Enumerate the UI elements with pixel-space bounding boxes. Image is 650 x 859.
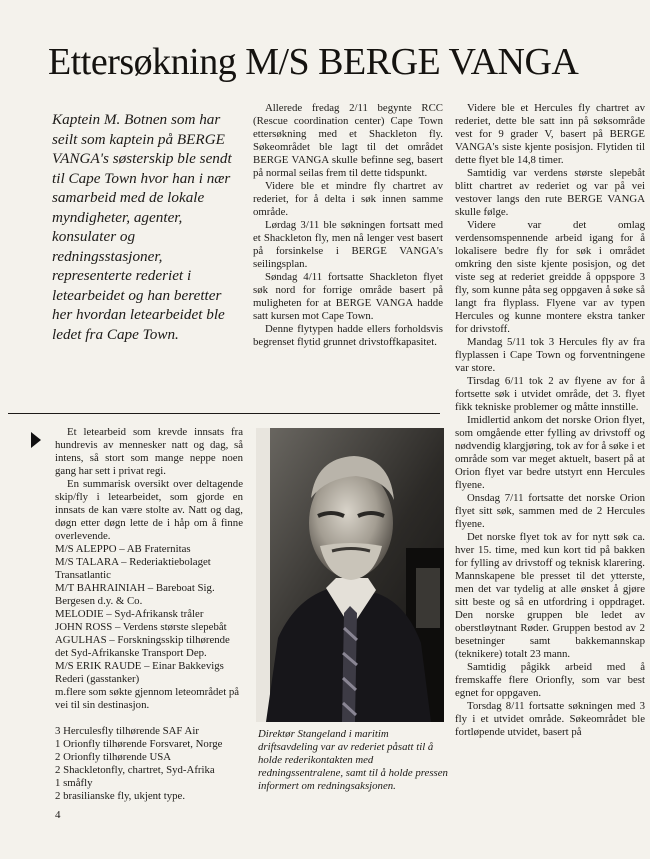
col3-paragraph: Mandag 5/11 tok 3 Hercules fly av fra flyplassen i Cape Town og forventningene var store. bbox=[455, 336, 645, 374]
ship-list-item: M/S TALARA – Rederiaktiebolaget Transatlantic bbox=[55, 556, 211, 581]
col3-paragraph: Samtidig var verdens største slepebåt blitt chartret av rederiet og var på vei vestover langs den rute BERGE VANGA skulle følge. bbox=[455, 167, 645, 218]
col2-paragraph: Denne flytypen hadde ellers forholdsvis begrenset flytid grunnet drivstoffkapasitet. bbox=[253, 323, 443, 348]
col3-paragraph: Tirsdag 6/11 tok 2 av flyene av for å fortsette søk i utvidet område, det 3. flyet fikk tekniske problemer og måtte innstille. bbox=[455, 375, 645, 413]
ship-list bbox=[55, 543, 243, 712]
aircraft-list-item: 1 småfly bbox=[55, 777, 93, 789]
aircraft-list-item: 2 brasilianske fly, ukjent type. bbox=[55, 790, 186, 802]
col2-paragraph: Søndag 4/11 fortsatte Shackleton flyet søk nord for forrige område basert på muligheten for at BERGE VANGA hadde satt kursen mot Cape Town. bbox=[253, 271, 443, 322]
intro-italic bbox=[52, 110, 242, 344]
col2-paragraph: Videre ble et mindre fly chartret av rederiet, for å delta i søk innen samme område. bbox=[253, 180, 443, 218]
ship-list-item: M/S ERIK RAUDE – Einar Bakkevigs Rederi (gasstanker) bbox=[55, 660, 224, 685]
col1-paragraph: Et letearbeid som krevde innsats fra hundrevis av mennesker natt og dag, så intens, så stort som mange neppe noen gang har sett i privat regi. bbox=[55, 426, 243, 477]
section-divider bbox=[8, 413, 440, 414]
ship-list-item: M/S ALEPPO – AB Fraternitas bbox=[55, 543, 191, 555]
col1-paragraph: En summarisk oversikt over deltagende skip/fly i letearbeidet, som gjorde en innsats de kan være stolte av. Natt og dag, døgn etter døgn lette de i håp om å finne overlevende. bbox=[55, 478, 243, 542]
intro-text: Kaptein M. Botnen som har seilt som kaptein på BERGE VANGA's søsterskip ble sendt til Cape Town hvor han i nær samarbeid med de lokale myndigheter, agenter, konsulater og redningsstasjoner, representerte rederiet i letearbeidet og han beretter her hvordan letearbeidet ble ledet fra Cape Town. bbox=[52, 111, 232, 343]
col3-paragraph: Det norske flyet tok av for nytt søk ca. hver 15. time, med kun kort tid på bakken for fylling av drivstoff og teknisk klarering. Mannskapene ble presset til det ytterste, men det var tydelig at alle ønsket å gjøre sitt beste og så en utfordring i oppdraget. Den norske gruppen ble ledet av oberstløytnant Røder. Gruppen bestod av 2 besetninger samt bakkemannskap (teknikere) totalt 23 mann. bbox=[455, 531, 645, 660]
col3-paragraph: Onsdag 7/11 fortsatte det norske Orion flyet sitt søk, sammen med de 2 Hercules flyene. bbox=[455, 492, 645, 530]
photo-caption: Direktør Stangeland i maritim driftsavdeling var av rederiet påsatt til å holde rederikontakten med redningssentralene, samt til å holde pressen informert om redningsaksjonen. bbox=[258, 728, 448, 792]
aircraft-list-item: 1 Orionfly tilhørende Forsvaret, Norge bbox=[55, 738, 223, 750]
portrait-illustration bbox=[256, 428, 444, 722]
col3-paragraph: Videre var det omlag verdensomspennende arbeid igang for å lokalisere bedre fly for søk i området omkring den siste kjente posisjon, og det viste seg at rederiet greidde å oppspore 3 fly, som kunne påta seg oppgaven å søke så langt fra flyplass. Flyene var av typen Hercules og kunne montere ekstra tanker for drivstoff. bbox=[455, 219, 645, 335]
portrait-photo bbox=[256, 428, 444, 722]
column-1 bbox=[55, 426, 243, 803]
aircraft-list-item: 2 Shackletonfly, chartret, Syd-Afrika bbox=[55, 764, 215, 776]
ship-list-item: m.flere som søkte gjennom leteområdet på vei til sin destinasjon. bbox=[55, 686, 240, 711]
ship-list-item: AGULHAS – Forskningsskip tilhørende det Syd-Afrikanske Transport Dep. bbox=[55, 634, 230, 659]
aircraft-list bbox=[55, 725, 243, 803]
aircraft-list-item: 3 Herculesfly tilhørende SAF Air bbox=[55, 725, 199, 737]
col3-paragraph: Torsdag 8/11 fortsatte søkningen med 3 fly i et utvidet område. Søkeområdet ble fortløpende utvidet, basert på bbox=[455, 700, 645, 738]
col2-paragraph: Allerede fredag 2/11 begynte RCC (Rescue coordination center) Cape Town ettersøkning med et Shackleton fly. Søkeområdet ble lagt til det området BERGE VANGA skulle befinne seg, basert på normal seilas frem til dette tidspunkt. bbox=[253, 102, 443, 179]
col2-paragraph: Lørdag 3/11 ble søkningen fortsatt med et Shackleton fly, men nå lenger vest basert på forsinkelse i BERGE VANGA's seilingsplan. bbox=[253, 219, 443, 270]
aircraft-list-item: 2 Orionfly tilhørende USA bbox=[55, 751, 172, 763]
ship-list-item: JOHN ROSS – Verdens største slepebåt bbox=[55, 621, 227, 633]
column-2 bbox=[253, 102, 443, 349]
page-number: 4 bbox=[55, 809, 61, 821]
column-3 bbox=[455, 102, 645, 739]
ship-list-item: MELODIE – Syd-Afrikansk tråler bbox=[55, 608, 204, 620]
col3-paragraph: Imidlertid ankom det norske Orion flyet, som omgående etter fylling av drivstoff og nødvendig klargjøring, tok av for å søke i et område som var meget aktuelt, basert på at Orion flyet var bedre utstyrt enn Hercules flyene. bbox=[455, 414, 645, 491]
col3-paragraph: Videre ble et Hercules fly chartret av rederiet, dette ble satt inn på søksområde vest for 9 grader V, basert på BERGE VANGA's siste kjente posisjon. Flytiden til dette flyet ble 14,8 timer. bbox=[455, 102, 645, 166]
arrow-marker-icon bbox=[31, 432, 41, 448]
col3-paragraph: Samtidig pågikk arbeid med å fremskaffe flere Orionfly, som var best egnet for oppgaven. bbox=[455, 661, 645, 699]
headline: Ettersøkning M/S BERGE VANGA bbox=[48, 41, 579, 83]
ship-list-item: M/T BAHRAINIAH – Bareboat Sig. Bergesen d.y. & Co. bbox=[55, 582, 215, 607]
